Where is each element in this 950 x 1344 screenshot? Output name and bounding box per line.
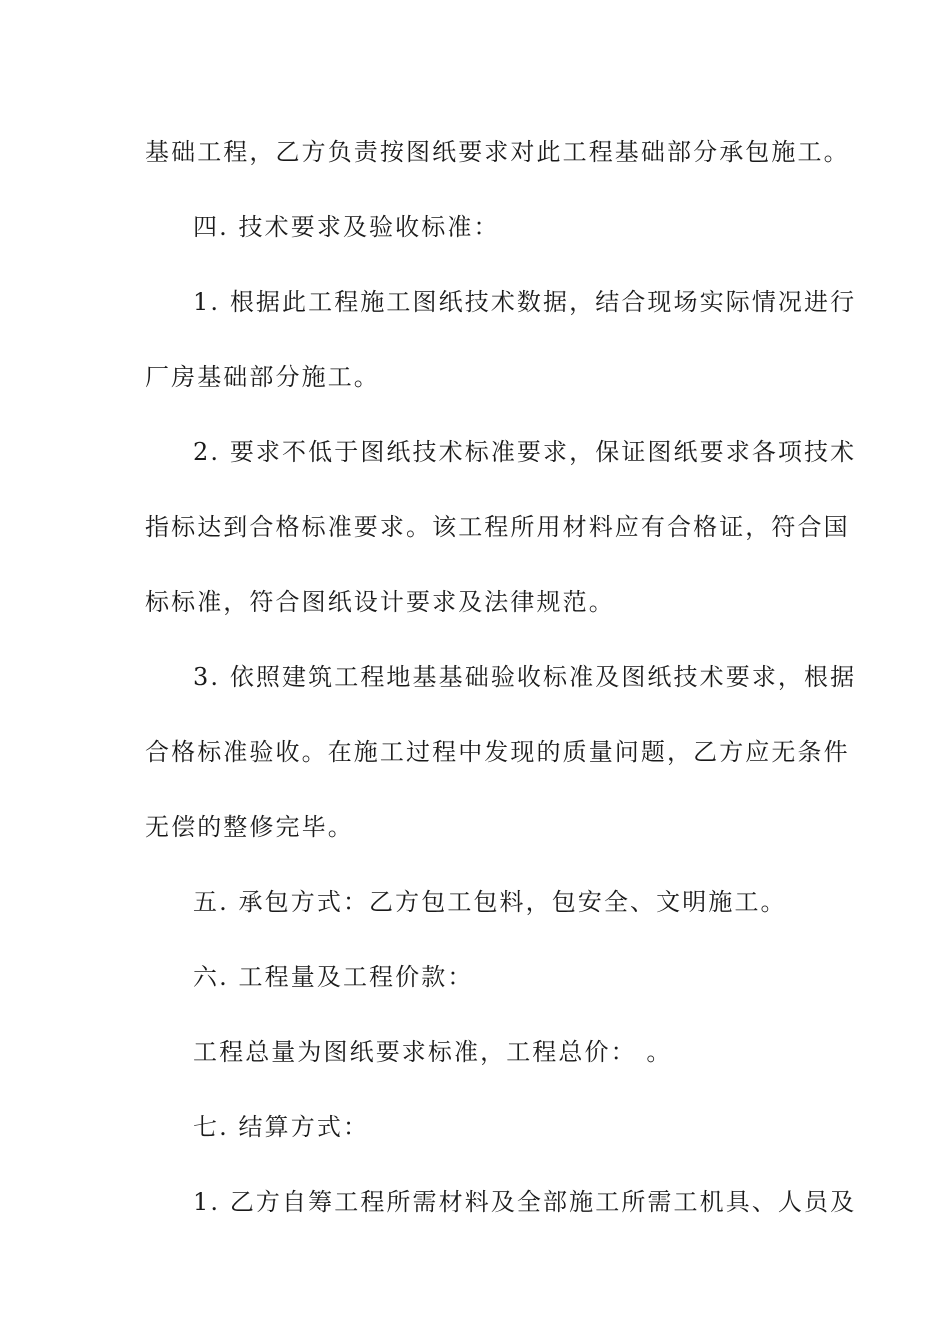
text-line-1: 基础工程，乙方负责按图纸要求对此工程基础部分承包施工。 <box>145 138 850 166</box>
list-item-4-3-cont-2: 无偿的整修完毕。 <box>145 813 354 841</box>
list-item-4-2: 2. 要求不低于图纸技术标准要求，保证图纸要求各项技术 <box>193 438 857 466</box>
list-item-4-3: 3. 依照建筑工程地基基础验收标准及图纸技术要求，根据 <box>193 663 857 691</box>
section-heading-6: 六. 工程量及工程价款： <box>193 963 474 991</box>
section-heading-7: 七. 结算方式： <box>193 1113 370 1141</box>
section-heading-4: 四. 技术要求及验收标准： <box>193 213 500 241</box>
list-item-4-1-cont: 厂房基础部分施工。 <box>145 363 380 391</box>
list-item-4-2-cont-2: 标标准，符合图纸设计要求及法律规范。 <box>145 588 615 616</box>
list-item-7-1: 1. 乙方自筹工程所需材料及全部施工所需工机具、人员及 <box>193 1188 857 1216</box>
list-item-4-1: 1. 根据此工程施工图纸技术数据，结合现场实际情况进行 <box>193 288 857 316</box>
list-item-4-2-cont-1: 指标达到合格标准要求。该工程所用材料应有合格证，符合国 <box>145 513 850 541</box>
section-heading-5: 五. 承包方式：乙方包工包料，包安全、文明施工。 <box>193 888 787 916</box>
list-item-4-3-cont-1: 合格标准验收。在施工过程中发现的质量问题，乙方应无条件 <box>145 738 850 766</box>
paragraph-total-price: 工程总量为图纸要求标准，工程总价： 。 <box>193 1038 673 1066</box>
